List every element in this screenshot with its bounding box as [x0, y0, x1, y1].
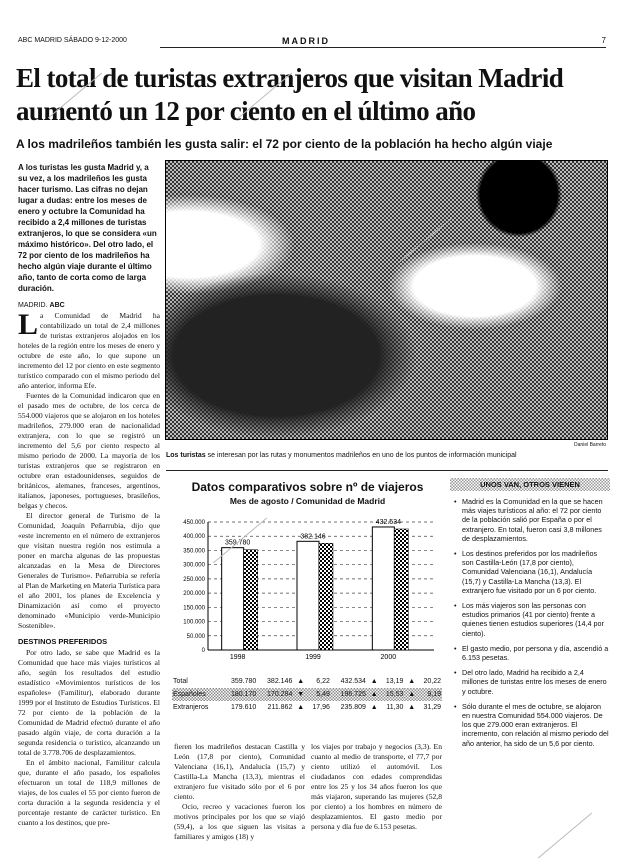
table-cell: 211.862 [267, 704, 293, 711]
table-row [172, 688, 442, 701]
y-tick-label: 350.000 [183, 548, 205, 555]
sidebar-item: • Los más viajeros son las personas con estudios primarios (41 por ciento) frente a quienes tienen estudios superiores (14,4 por ciento). [462, 601, 610, 638]
bar-front [222, 548, 244, 650]
photo-credit: Daniel Barreto [574, 442, 606, 448]
x-tick-label: 2000 [380, 654, 397, 661]
trend-arrow-icon: ▼ [297, 691, 305, 698]
caption-rule [166, 470, 608, 471]
y-tick-label: 300.000 [183, 562, 205, 569]
trend-arrow-icon: ▲ [408, 678, 416, 685]
sidebar-box [450, 478, 610, 748]
y-tick-label: 0 [201, 648, 205, 654]
bar-side [244, 550, 258, 650]
table-cell: 9,19 [427, 691, 441, 698]
subhead: DESTINOS PREFERIDOS [18, 637, 108, 646]
data-label: 432.534 [375, 518, 401, 526]
table-cell: 180.170 [231, 691, 257, 698]
paragraph: Fuentes de la Comunidad indicaron que en el pasado mes de octubre, de los cerca de 554.000 viajeros que se alojaron en los hoteles madrileños, 279.000 eran de nacionalidad extranjera, con lo que se registró un incremento del 5,6 por ciento respecto al mismo periodo de 2000. La mayoría de los turistas extranjeros que se registraron en octubre eran estadounidenses, seguidos de británicos, alemanes, franceses, argentinos, italianos, japoneses, portugueses, brasileños, belgas y checos. [18, 391, 160, 510]
table-row [172, 701, 442, 714]
table-cell: 235.809 [340, 704, 366, 711]
watermark-logo [538, 813, 592, 859]
page-number: 7 [601, 36, 606, 45]
y-tick-label: 50.000 [186, 633, 205, 640]
x-tick-label: 1998 [229, 654, 246, 661]
paragraph: Por otro lado, se sabe que Madrid es la Comunidad que hace más viajes turísticos al año, según los resultados del estudio estadístico «Movimientos turísticos de los españoles» (Familitur), elaborado durante 1999 por el Instituto de Estudios Turísticos. El 72 por ciento de la población de la Comunidad de Madrid efectuó durante el año pasado algún viaje, de corta duración a la segunda residencia o turístico, alcanzando un total de 3.778.706 de desplazamientos. [18, 648, 160, 757]
sidebar-title: UNOS VAN, OTROS VIENEN [450, 478, 610, 491]
trend-arrow-icon: ▲ [297, 704, 305, 711]
table-row [172, 675, 442, 688]
byline-agency: ABC [49, 302, 65, 309]
article-column-1 [18, 162, 160, 828]
sidebar-item: • Los destinos preferidos por los madrileños son Castilla-León (17,8 por ciento), Comunidad Valenciana (16,1), Andalucía (15,7) y Castilla-La Mancha (13,3). El extranjero fue visitado por un 6 por ciento. [462, 549, 610, 595]
paragraph: El director general de Turismo de la Comunidad, Joaquín Peñarrubia, dijo que «este incremento en el número de extranjeros que visitan nuestra región nos estimula a poner en marcha algunas de las propuestas alcanzadas en la Mesa de Directores Generales de Turismo». Peñarrubia se refería al Plan de Marketing en Materia Turística para el año 2001, los planes de Excelencia y Dinamización así como el proyecto denominado «Municipio verde-Municipio Sostenible». [18, 511, 160, 630]
bar-front [372, 527, 394, 650]
bar-side [319, 543, 333, 650]
table-cell: 6,22 [316, 678, 330, 685]
paragraph: los viajes por trabajo y negocios (3,3). En cuanto al medio de transporte, el 77,7 por ciento utilizó el automóvil. Los ciudadanos con edades comprendidas entre los 25 y los 34 años fueron los que más viajaron, superando las mujeres (52,8 por ciento) a los hombres en número de desplazamientos. El gasto medio por persona y día fue de 6.153 pesetas. [311, 742, 442, 831]
paragraph: a Comunidad de Madrid ha contabilizado un total de 2,4 millones de turistas extranjeros alojados en los hoteles de la región entre los meses de enero y octubre de este año, lo que supone un incremento del 12 por ciento en este segmento turístico comparado con el mismo periodo del año anterior, informa Efe. [18, 311, 160, 390]
x-tick-label: 1999 [305, 654, 321, 661]
table-cell: 20,22 [423, 678, 441, 685]
section-name: MADRID [282, 36, 330, 46]
chart-title: Datos comparativos sobre nº de viajeros [191, 480, 424, 494]
table-cell: 17,96 [312, 704, 330, 711]
photo-caption [166, 452, 608, 459]
y-tick-label: 200.000 [183, 591, 205, 598]
lead-paragraph: A los turistas les gusta Madrid y, a su vez, a los madrileños les gusta hacer turismo. Las cifras no dejan lugar a dudas: entre los meses de enero y octubre la Comunidad ha recibido a 2,4 millones de turistas extranjeros, lo que se considera «un máximo histórico». Del otro lado, el 72 por ciento de los madrileños ha hecho algún viaje durante el último año, tanto de corta como de larga duración. [18, 163, 157, 293]
bar-front [297, 541, 319, 650]
data-label: 382.146 [300, 533, 326, 541]
article-column-2 [174, 742, 305, 842]
chart-subtitle: Mes de agosto / Comunidad de Madrid [229, 496, 386, 506]
paragraph: fieren los madrileños destacan Castilla y León (17,8 por ciento), Comunidad Valenciana (16,1), Andalucía (15,7) y Castilla-La Mancha (13,3), mientras el extranjero fue visitado sólo por el 6 por ciento. [174, 742, 305, 801]
y-tick-label: 150.000 [183, 605, 205, 612]
article-column-3 [311, 742, 442, 832]
trend-arrow-icon: ▲ [297, 678, 305, 685]
bar-side [394, 529, 408, 650]
y-tick-label: 250.000 [183, 576, 205, 583]
table-cell: 359.780 [231, 678, 257, 685]
data-table [172, 675, 442, 714]
y-tick-label: 450.000 [183, 520, 205, 526]
header-rule [160, 47, 606, 48]
subheadline: A los madrileños también les gusta salir: el 72 por ciento de la población ha hecho algún viaje [16, 137, 553, 151]
byline-place: MADRID. [18, 302, 48, 309]
photo-tourists [165, 160, 608, 440]
table-cell: 15,53 [385, 691, 404, 698]
byline [18, 302, 160, 309]
table-cell: 31,29 [423, 704, 441, 711]
paragraph: En el ámbito nacional, Familitur calcula que, durante el año pasado, los españoles efectuaron un total de 118,9 millones de viajes, de los cuales el 55 por ciento fueron de corta duración a la segunda residencia y el porcentaje restante de carácter turístico. En cuanto a los destinos, que pre- [18, 758, 160, 827]
table-cell: 170.284 [267, 691, 293, 698]
table-cell: 179.610 [231, 704, 257, 711]
caption-lead: Los turistas [166, 452, 206, 459]
sidebar-item: • Sólo durante el mes de octubre, se alojaron en nuestra Comunidad 554.000 viajeros. De los que 279.000 eran extranjeros. El incremento, con relación al mismo periodo del año anterior, ha sido de un 5,6 por ciento. [462, 702, 610, 748]
folio: ABC MADRID SÁBADO 9-12-2000 [18, 37, 127, 44]
table-cell: 5,49 [316, 691, 330, 698]
table-cell: Españoles [173, 691, 206, 698]
sidebar-item: • Del otro lado, Madrid ha recibido a 2,4 millones de turistas entre los meses de enero y octubre. [462, 668, 610, 696]
y-tick-label: 100.000 [183, 619, 205, 626]
bar-chart [172, 508, 442, 670]
trend-arrow-icon: ▲ [370, 691, 378, 698]
sidebar-item: • El gasto medio, por persona y día, ascendió a 6.153 pesetas. [462, 644, 610, 662]
article-body [18, 302, 160, 828]
drop-cap: L [18, 308, 39, 341]
table-cell: 11,30 [386, 704, 404, 711]
table-cell: 196.725 [340, 691, 366, 698]
paragraph: Ocio, recreo y vacaciones fueron los motivos principales por los que se viajó (59,4), a los que siguen las visitas a familiares y amigos (18) y [174, 802, 305, 841]
table-cell: 432.534 [340, 678, 366, 685]
trend-arrow-icon: ▲ [408, 691, 416, 698]
data-label: 359.780 [225, 539, 251, 547]
y-tick-label: 400.000 [183, 534, 205, 541]
trend-arrow-icon: ▲ [408, 704, 416, 711]
trend-arrow-icon: ▲ [370, 678, 378, 685]
sidebar-item: • Madrid es la Comunidad en la que se hacen más viajes turísticos al año: el 72 por ciento de la población salió por España o por el extranjero. En total, fueron casi 3,8 millones de desplazamientos. [462, 497, 610, 543]
caption-text: se interesan por las rutas y monumentos madrileños en uno de los puntos de información municipal [205, 452, 517, 459]
trend-arrow-icon: ▲ [370, 704, 378, 711]
headline: El total de turistas extranjeros que visitan Madrid aumentó un 12 por ciento en el último año [16, 63, 564, 126]
table-cell: Total [173, 678, 188, 685]
table-cell: 13,19 [385, 678, 404, 685]
table-cell: 382.146 [267, 678, 293, 685]
table-cell: Extranjeros [173, 704, 209, 711]
